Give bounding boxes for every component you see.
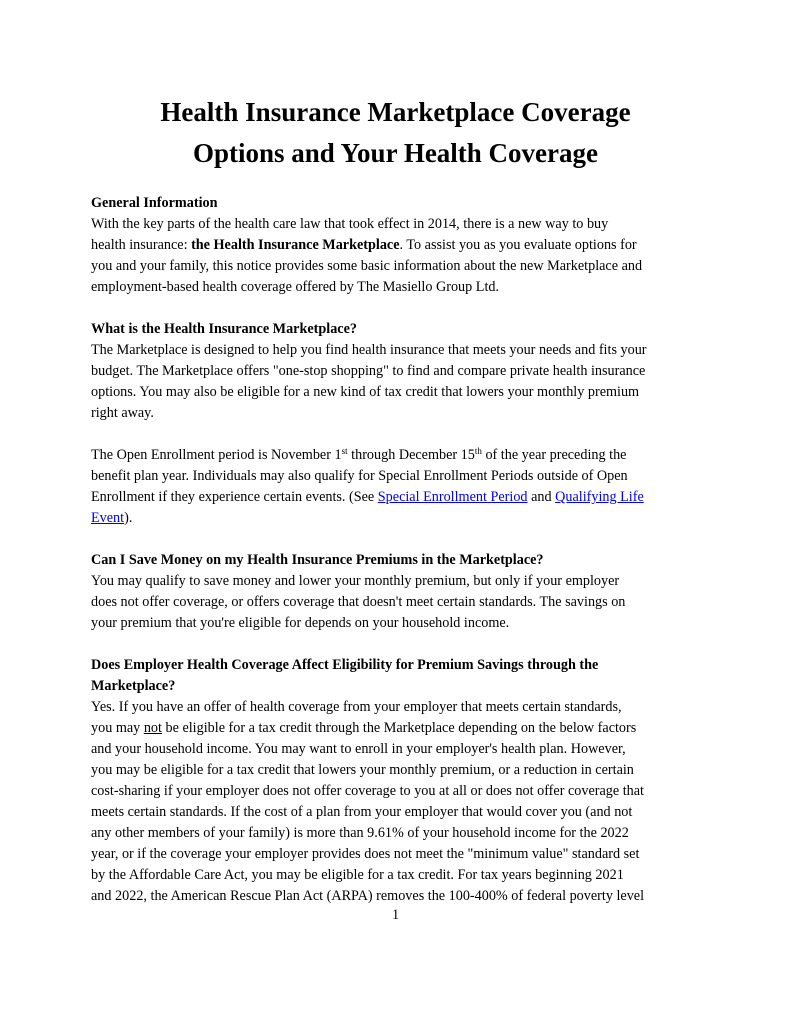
section-heading-continued: Marketplace? [91,678,176,694]
paragraph-line: With the key parts of the health care law that took effect in 2014, there is a new way to buy [91,216,609,232]
paragraph-line: budget. The Marketplace offers "one-stop shopping" to find and compare private health insurance [91,363,646,379]
paragraph-line: your premium that you're eligible for depends on your household income. [91,615,510,631]
special-enrollment-period-link[interactable]: Special Enrollment Period [377,489,528,505]
paragraph-line: you may be eligible for a tax credit that lowers your monthly premium, or a reduction in certain [91,762,634,778]
qualifying-life-event-link[interactable]: Qualifying Life [555,489,644,505]
paragraph-line [91,508,701,529]
paragraph-line: does not offer coverage, or offers coverage that doesn't meet certain standards. The savings on [91,594,626,610]
title-line-2: Options and Your Health Coverage [192,138,599,168]
text-run: of the year preceding the [481,447,627,463]
paragraph-line: by the Affordable Care Act, you may be eligible for a tax credit. For tax years beginning 2021 [91,867,624,883]
paragraph-line: and 2022, the American Rescue Plan Act (ARPA) removes the 100-400% of federal poverty level [91,888,645,904]
text-run: through December 15 [347,447,475,463]
paragraph-line: The Marketplace is designed to help you find health insurance that meets your needs and fits your [91,342,647,358]
paragraph-line: year, or if the coverage your employer provides does not meet the "minimum value" standard set [91,846,640,862]
paragraph-line: cost-sharing if your employer does not offer coverage to you at all or does not offer coverage that [91,783,644,799]
section-save-money [91,550,701,634]
text-run: ). [124,510,133,526]
paragraph-line: options. You may also be eligible for a new kind of tax credit that lowers your monthly premium [91,384,640,400]
section-heading: Does Employer Health Coverage Affect Eligibility for Premium Savings through the [91,657,599,673]
text-run: be eligible for a tax credit through the Marketplace depending on the below factors [161,720,637,736]
paragraph-line: meets certain standards. If the cost of a plan from your employer that would cover you (and not [91,804,633,820]
section-open-enrollment [91,445,701,529]
text-run: and [527,489,556,505]
paragraph-line [91,718,701,739]
paragraph-line [91,235,701,256]
paragraph-line [91,445,701,466]
paragraph-line: and your household income. You may want to enroll in your employer's health plan. However, [91,741,626,757]
paragraph-line: Yes. If you have an offer of health coverage from your employer that meets certain standards, [91,699,622,715]
superscript: st [341,446,348,456]
superscript: th [474,446,482,456]
paragraph-line: you and your family, this notice provides some basic information about the new Marketplace and [91,258,643,274]
section-general-information [91,193,701,298]
page-title [60,92,731,174]
text-run: The Open Enrollment period is November 1 [91,447,342,463]
title-line-1: Health Insurance Marketplace Coverage [160,97,631,127]
paragraph-line: benefit plan year. Individuals may also qualify for Special Enrollment Periods outside of Open [91,468,628,484]
text-run: . To assist you as you evaluate options for [399,237,637,253]
section-what-is-marketplace [91,319,701,424]
paragraph-line: employment-based health coverage offered by The Masiello Group Ltd. [91,279,500,295]
paragraph-line: You may qualify to save money and lower your monthly premium, but only if your employer [91,573,620,589]
text-run: Enrollment if they experience certain events. (See [91,489,378,505]
section-heading: General Information [91,195,218,211]
paragraph-line: right away. [91,405,154,421]
qualifying-life-event-link-continued[interactable]: Event [91,510,125,526]
paragraph-line: any other members of your family) is more than 9.61% of your household income for the 2022 [91,825,629,841]
section-heading: Can I Save Money on my Health Insurance Premiums in the Marketplace? [91,552,544,568]
page-number: 1 [391,907,400,923]
text-run: you may [91,720,144,736]
document-body [91,193,701,928]
text-run: health insurance: [91,237,192,253]
section-heading: What is the Health Insurance Marketplace? [91,321,357,337]
bold-text: the Health Insurance Marketplace [191,237,400,253]
section-employer-coverage [91,655,701,907]
paragraph-line [91,487,701,508]
underlined-text: not [143,720,162,736]
